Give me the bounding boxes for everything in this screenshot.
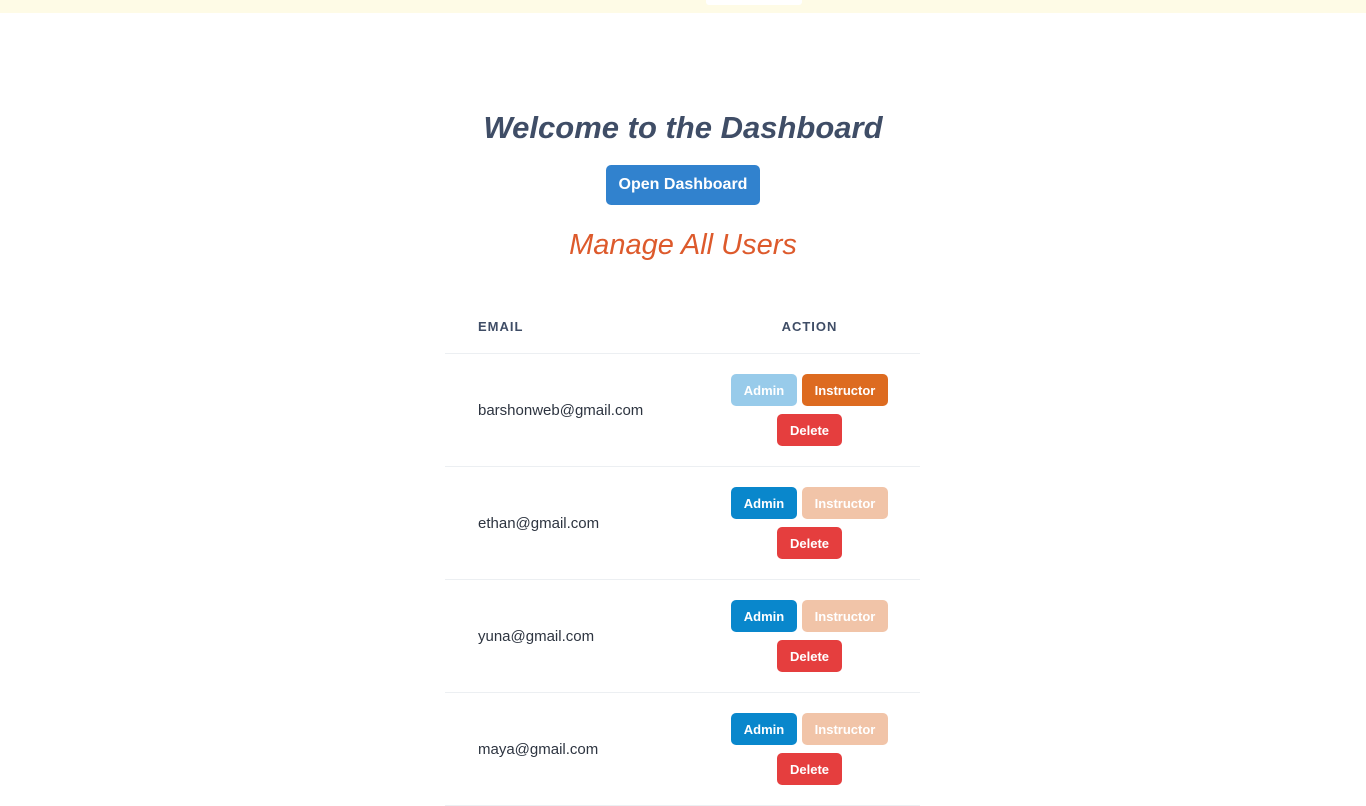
make-instructor-button[interactable]: Instructor <box>802 600 888 632</box>
table-row <box>445 580 920 693</box>
user-email: ethan@gmail.com <box>445 467 699 580</box>
action-cell <box>699 467 920 580</box>
make-admin-button[interactable]: Admin <box>731 487 797 519</box>
user-email: barshonweb@gmail.com <box>445 354 699 467</box>
action-column-header: ACTION <box>699 300 920 354</box>
page-title: Welcome to the Dashboard <box>483 110 883 145</box>
open-dashboard-button[interactable]: Open Dashboard <box>606 165 760 205</box>
table-header-row <box>445 300 920 354</box>
action-buttons <box>727 600 893 672</box>
email-column-header: EMAIL <box>445 300 699 354</box>
table-row <box>445 693 920 806</box>
action-cell <box>699 693 920 806</box>
make-instructor-button[interactable]: Instructor <box>802 374 888 406</box>
make-admin-button[interactable]: Admin <box>731 600 797 632</box>
action-cell <box>699 580 920 693</box>
top-strip-tab <box>706 0 802 5</box>
action-buttons <box>727 487 893 559</box>
make-instructor-button[interactable]: Instructor <box>802 713 888 745</box>
user-email: maya@gmail.com <box>445 693 699 806</box>
users-table <box>445 300 920 806</box>
action-cell <box>699 354 920 467</box>
delete-user-button[interactable]: Delete <box>777 753 842 785</box>
action-buttons <box>727 374 893 446</box>
table-row <box>445 354 920 467</box>
make-instructor-button[interactable]: Instructor <box>802 487 888 519</box>
top-notification-strip <box>0 0 1366 13</box>
manage-users-heading: Manage All Users <box>569 229 797 261</box>
delete-user-button[interactable]: Delete <box>777 527 842 559</box>
make-admin-button[interactable]: Admin <box>731 374 797 406</box>
action-buttons <box>727 713 893 785</box>
delete-user-button[interactable]: Delete <box>777 414 842 446</box>
user-email: yuna@gmail.com <box>445 580 699 693</box>
delete-user-button[interactable]: Delete <box>777 640 842 672</box>
make-admin-button[interactable]: Admin <box>731 713 797 745</box>
table-row <box>445 467 920 580</box>
